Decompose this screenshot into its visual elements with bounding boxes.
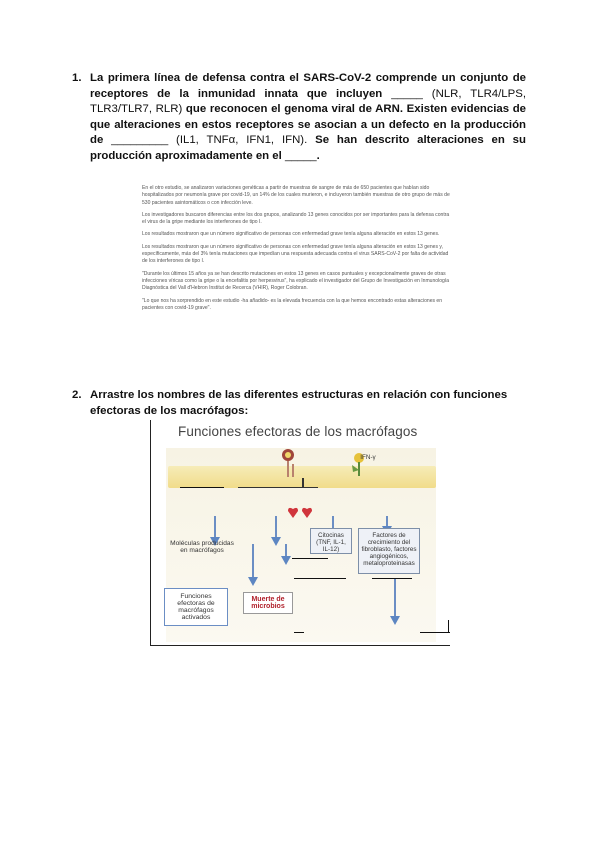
article-paragraph: Los resultados mostraron que un número significativo de personas con enfermedad grave tenía alguna alteración en estos 13 genes y, específicamente, más del 3% tenía mutaciones que impedían una respuesta adecuada contra el virus SARS-CoV-2 por falta de actividad de los interferones de tipo I. — [142, 243, 449, 265]
drop-target-6[interactable] — [420, 632, 450, 633]
blank-2[interactable]: _________ — [111, 134, 169, 147]
microbe-death-box — [243, 592, 293, 614]
connector-line — [238, 487, 318, 488]
arrow-shaft — [394, 578, 396, 618]
cytokines-label: Citocinas (TNF, IL-1, IL-12) — [316, 532, 346, 553]
molecules-label: Moléculas producidas en macrófagos — [170, 540, 234, 554]
drop-target-4[interactable] — [372, 578, 412, 579]
drop-target-3[interactable] — [294, 578, 346, 579]
question-2-number: 2. — [72, 389, 82, 401]
arrow-head — [281, 556, 291, 565]
question-2-text: Arrastre los nombres de las diferentes estructuras en relación con funciones efectoras de los macrófagos: — [90, 389, 508, 417]
arrow-shaft — [252, 544, 254, 580]
microbe-receptor-icon — [278, 446, 304, 478]
connector-line — [302, 478, 304, 488]
question-2 — [72, 388, 526, 419]
figure-border-bottom — [150, 645, 450, 646]
macrophage-figure — [150, 420, 450, 646]
microbe-death-label: Muerte de microbios — [251, 596, 285, 610]
article-excerpt — [142, 185, 452, 317]
article-paragraph: Los resultados mostraron que un número significativo de personas con enfermedad grave tenía alguna alteración en estos 13 genes. — [142, 231, 440, 238]
drop-target-6-edge — [448, 620, 449, 633]
ifn-gamma-label: IFN-γ — [360, 454, 376, 461]
figure-title: Funciones efectoras de los macrófagos — [178, 424, 418, 439]
arrow-head — [271, 537, 281, 546]
blank-3[interactable]: _____ — [284, 149, 317, 162]
question-1-period: . — [316, 149, 320, 162]
effector-functions-label: Funciones efectoras de macrófagos activados — [177, 593, 215, 621]
article-paragraph: Los investigadores buscaron diferencias entre los dos grupos, analizando 13 genes conocidos por ser importantes para la defensa contra el virus de la gripe mediante los interferones de tipo I. — [142, 211, 450, 226]
question-1-text-a: La primera línea de defensa contra el SARS-CoV-2 comprende un conjunto de receptores de la inmunidad innata que incluyen — [90, 72, 526, 100]
question-1-receptors: (NLR, TLR4/LPS, TLR3/TLR7, RLR) — [90, 87, 526, 116]
arrow-head — [248, 577, 258, 586]
growth-factors-box — [358, 528, 420, 574]
article-paragraph: "Durante los últimos 15 años ya se han descrito mutaciones en estos 13 genes en casos puntuales y excepcionalmente graves de otras infecciones víricas como la gripe o la encefalitis por herpesvirus", ha explicado el investigador del Grupo de Investigación en Inmunología Diagnóstica del Vall d'Hebron Institut de Recerca (VHIR), Roger Colobran. — [142, 270, 450, 292]
question-1 — [72, 71, 526, 165]
figure-border-left — [150, 420, 151, 646]
question-1-text-b: que reconocen el genoma viral de ARN. Existen evidencias de que alteraciones en estos receptores se asocian a un defecto en la producción de — [90, 103, 526, 147]
question-1-cytokines: (IL1, TNFα, IFN1, IFN). — [168, 134, 316, 147]
drop-target-5[interactable] — [294, 632, 304, 633]
article-paragraph: En el otro estudio, se analizaron variaciones genéticas a partir de muestras de sangre de más de 650 pacientes que habían sido hospitalizados por neumonía grave por covid-19, un 14% de los cuales murieron, e incluyeron también muestras de otro grupo de más de 530 pacientes asintomáticos o con infección leve. — [142, 185, 450, 206]
blank-1[interactable]: _____ — [391, 87, 423, 100]
effector-functions-box — [164, 588, 228, 626]
cytokines-box — [310, 528, 352, 554]
drop-target-1[interactable] — [180, 487, 224, 488]
article-paragraph: "Lo que nos ha sorprendido en este estudio -ha añadido- es la elevada frecuencia con la que hemos encontrado estas alteraciones en pacientes con covid-19 grave". — [142, 297, 443, 311]
drop-target-2[interactable] — [292, 558, 328, 559]
question-1-number: 1. — [72, 72, 82, 84]
growth-factors-label: Factores de crecimiento del fibroblasto, factores angiogénicos, metaloproteinasas — [361, 532, 417, 567]
arrow-head — [390, 616, 400, 625]
question-1-text-c: Se han descrito alteraciones en su producción aproximadamente en el — [90, 134, 526, 162]
receptor-hearts-icon — [288, 506, 316, 520]
